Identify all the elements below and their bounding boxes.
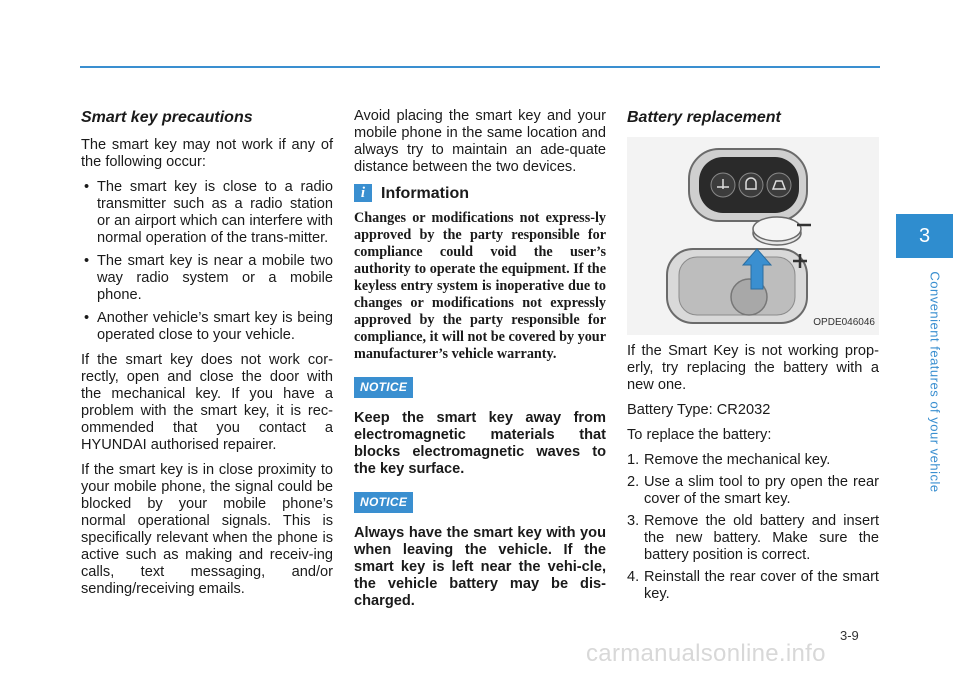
precautions-list [81,179,333,344]
info-icon: i [354,184,372,202]
step-text: Use a slim tool to pry open the rear cover of the smart key. [644,474,879,507]
battery-type: Battery Type: CR2032 [627,402,771,418]
notice-text-electromagnetic: Keep the smart key away from electromagnetic materials that blocks electromagnetic waves to the key surface. [354,410,606,477]
list-item: • The smart key is near a mobile two way radio system or a mobile phone. [81,253,333,304]
paragraph-mechanical-key: If the smart key does not work cor-rectly, open and close the door with the mechanical key. If you have a problem with the smart key, it is rec-ommended that you contact a HYUNDAI authorised repairer. [81,352,333,453]
paragraph-mobile-phone: If the smart key is in close proximity to your mobile phone, the signal could be blocked by your mobile phone’s normal operational signals. This is specifically relevant when the phone is active such as making and receiv-ing calls, text messaging, and/or sending/receiving emails. [81,462,333,597]
header-rule [80,66,880,68]
list-item: • The smart key is close to a radio transmitter such as a radio station or an airport which can interfere with normal operation of the trans-mitter. [81,179,333,247]
step-number: 1. [627,452,640,468]
section-heading-smart-key-precautions: Smart key precautions [81,109,253,126]
list-item [627,513,879,564]
step-text: Reinstall the rear cover of the smart key. [644,569,879,602]
information-title: Information [381,184,469,202]
step-number: 3. [627,513,640,529]
list-item [627,452,879,469]
information-header [354,184,606,202]
column-right [627,108,879,608]
list-item: • Another vehicle’s smart key is being operated close to your vehicle. [81,310,333,344]
notice-text-battery-discharge: Always have the smart key with you when leaving the vehicle. If the smart key is left near the vehi-cle, the vehicle battery may be dis-charged. [354,525,606,609]
watermark: carmanualsonline.info [586,640,826,667]
step-number: 2. [627,474,640,490]
smart-key-illustration [627,137,879,335]
figure-code: OPDE046046 [813,317,875,328]
replacement-steps [627,452,879,603]
chapter-title-vertical [925,262,945,502]
notice-badge: NOTICE [354,377,413,398]
list-item [627,569,879,603]
step-number: 4. [627,569,640,585]
chapter-title: Convenient features of your vehicle [927,271,943,493]
section-heading-battery-replacement: Battery replacement [627,109,781,126]
steps-intro: To replace the battery: [627,427,772,443]
step-text: Remove the old battery and insert the new battery. Make sure the battery position is correct. [644,513,879,563]
column-left [81,108,333,606]
column-middle [354,108,606,618]
smart-key-battery-diagram [627,137,879,335]
chapter-tab: 3 [896,214,953,258]
information-body: Changes or modifications not express-ly approved by the party responsible for compliance could void the user’s authority to operate the equipment. If the keyless entry system is inoperative due to changes or modifications not expressly approved by the party responsible for compliance, it will not be covered by your manufacturer’s vehicle warranty. [354,210,606,362]
step-text: Remove the mechanical key. [644,452,831,468]
notice-badge: NOTICE [354,492,413,513]
intro-paragraph: The smart key may not work if any of the following occur: [81,137,333,170]
list-item [627,474,879,508]
paragraph-placement: Avoid placing the smart key and your mobile phone in the same location and always try to maintain an ade-quate distance between the two devices. [354,108,606,175]
page-number: 3-9 [840,628,859,643]
paragraph-replace-battery: If the Smart Key is not working prop-erly, try replacing the battery with a new one. [627,343,879,393]
